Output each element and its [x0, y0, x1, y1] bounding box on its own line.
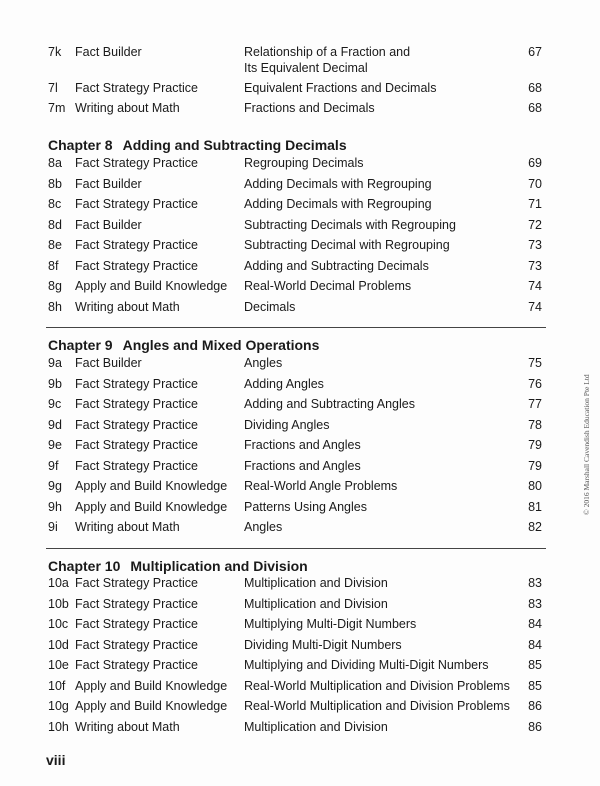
entry-title: Multiplying and Dividing Multi-Digit Numbers	[244, 658, 489, 672]
entry-code: 8f	[48, 258, 59, 273]
entry-page: 69	[528, 156, 542, 170]
toc-entry	[0, 176, 600, 196]
chapter-number: Chapter 9	[48, 337, 113, 353]
entry-title: Adding and Subtracting Decimals	[244, 258, 429, 273]
toc-entry	[0, 499, 600, 519]
entry-page: 73	[528, 258, 542, 273]
entry-code: 10c	[48, 617, 69, 631]
toc-entry	[0, 458, 600, 478]
entry-type: Fact Strategy Practice	[75, 397, 198, 411]
toc-entry	[0, 155, 600, 175]
entry-type: Apply and Build Knowledge	[75, 279, 228, 293]
entry-code: 7k	[48, 45, 62, 59]
entry-page: 75	[528, 356, 542, 370]
entry-title: Real-World Multiplication and Division Problems	[244, 699, 510, 713]
entry-title: Real-World Angle Problems	[244, 479, 398, 493]
entry-title: Real-World Decimal Problems	[244, 279, 412, 293]
toc-entry	[0, 278, 600, 298]
toc-entry	[0, 637, 600, 657]
entry-type: Fact Strategy Practice	[75, 596, 198, 611]
page-number: viii	[46, 752, 66, 768]
toc-entry	[0, 616, 600, 636]
entry-title: Fractions and Decimals	[244, 101, 375, 115]
entry-page: 79	[528, 458, 542, 473]
entry-code: 10a	[48, 576, 69, 590]
toc-entry	[0, 678, 600, 698]
entry-page: 85	[528, 678, 542, 693]
entry-title: Fractions and Angles	[244, 458, 361, 473]
toc-entry	[0, 44, 600, 78]
entry-code: 8c	[48, 197, 62, 211]
entry-code: 10g	[48, 699, 69, 713]
toc-entry	[0, 100, 600, 120]
entry-code: 8b	[48, 176, 62, 191]
entry-type: Fact Strategy Practice	[75, 81, 198, 95]
chapter-heading	[48, 136, 347, 154]
entry-title: Subtracting Decimals with Regrouping	[244, 217, 456, 232]
entry-page: 73	[528, 238, 542, 252]
entry-page: 85	[528, 658, 542, 672]
entry-title: Angles	[244, 520, 283, 534]
toc-entry	[0, 299, 600, 319]
entry-page: 84	[528, 637, 542, 652]
entry-type: Fact Builder	[75, 176, 142, 191]
entry-page: 83	[528, 576, 542, 590]
entry-code: 10f	[48, 678, 66, 693]
entry-page: 70	[528, 176, 542, 191]
entry-title: Dividing Angles	[244, 417, 330, 432]
toc-entry	[0, 237, 600, 257]
entry-code: 8g	[48, 279, 62, 293]
toc-entry	[0, 657, 600, 677]
entry-type: Fact Strategy Practice	[75, 458, 198, 473]
entry-page: 68	[528, 101, 542, 115]
entry-page: 79	[528, 438, 542, 452]
entry-title: Patterns Using Angles	[244, 499, 367, 514]
entry-code: 8a	[48, 156, 62, 170]
copyright-notice: © 2016 Marshall Cavendish Education Pte Ltd	[582, 374, 591, 515]
entry-code: 10h	[48, 719, 69, 734]
toc-entry	[0, 396, 600, 416]
entry-page: 77	[528, 397, 542, 411]
toc-entry	[0, 417, 600, 437]
entry-page: 71	[528, 197, 542, 211]
chapter-name: Adding and Subtracting Decimals	[122, 137, 347, 153]
entry-type: Apply and Build Knowledge	[75, 678, 228, 693]
entry-title-line2: Its Equivalent Decimal	[244, 61, 368, 75]
entry-page: 78	[528, 417, 542, 432]
entry-title: Equivalent Fractions and Decimals	[244, 81, 437, 95]
chapter-divider	[46, 548, 546, 549]
entry-title: Adding Angles	[244, 376, 324, 391]
toc-entry	[0, 258, 600, 278]
entry-code: 9f	[48, 458, 59, 473]
toc-entry	[0, 698, 600, 718]
entry-title: Subtracting Decimal with Regrouping	[244, 238, 450, 252]
entry-code: 9a	[48, 356, 62, 370]
entry-title: Regrouping Decimals	[244, 156, 364, 170]
entry-title: Angles	[244, 356, 283, 370]
entry-title: Multiplication and Division	[244, 596, 388, 611]
entry-type: Fact Strategy Practice	[75, 617, 198, 631]
toc-entry	[0, 478, 600, 498]
entry-type: Fact Strategy Practice	[75, 197, 198, 211]
entry-code: 9b	[48, 376, 62, 391]
entry-type: Writing about Math	[75, 299, 180, 314]
toc-entry	[0, 575, 600, 595]
toc-entry	[0, 596, 600, 616]
entry-type: Fact Builder	[75, 45, 142, 59]
entry-title: Fractions and Angles	[244, 438, 361, 452]
chapter-name: Angles and Mixed Operations	[122, 337, 320, 353]
entry-page: 81	[528, 499, 542, 514]
entry-title: Multiplying Multi-Digit Numbers	[244, 617, 417, 631]
entry-type: Fact Strategy Practice	[75, 438, 198, 452]
entry-code: 7m	[48, 101, 66, 115]
entry-code: 7l	[48, 81, 58, 95]
chapter-heading	[48, 336, 319, 354]
entry-type: Fact Strategy Practice	[75, 156, 198, 170]
entry-page: 82	[528, 520, 542, 534]
toc-entry	[0, 376, 600, 396]
entry-code: 9g	[48, 479, 62, 493]
entry-code: 9i	[48, 520, 58, 534]
toc-entry	[0, 80, 600, 100]
entry-type: Fact Builder	[75, 217, 142, 232]
entry-type: Writing about Math	[75, 520, 180, 534]
toc-entry	[0, 719, 600, 739]
entry-code: 8d	[48, 217, 62, 232]
entry-page: 67	[528, 45, 542, 59]
entry-page: 72	[528, 217, 542, 232]
entry-code: 10b	[48, 596, 69, 611]
entry-type: Fact Strategy Practice	[75, 576, 198, 590]
entry-title: Adding and Subtracting Angles	[244, 397, 415, 411]
entry-title: Decimals	[244, 299, 296, 314]
entry-page: 86	[528, 719, 542, 734]
entry-page: 74	[528, 299, 542, 314]
entry-code: 10d	[48, 637, 69, 652]
chapter-divider	[46, 327, 546, 328]
toc-entry	[0, 519, 600, 539]
entry-type: Fact Strategy Practice	[75, 376, 198, 391]
entry-title: Adding Decimals with Regrouping	[244, 176, 432, 191]
entry-page: 83	[528, 596, 542, 611]
chapter-name: Multiplication and Division	[130, 558, 308, 574]
entry-title	[244, 44, 410, 76]
entry-title-line1: Relationship of a Fraction and	[244, 45, 411, 59]
entry-title: Multiplication and Division	[244, 576, 388, 590]
entry-type: Apply and Build Knowledge	[75, 699, 228, 713]
entry-title: Adding Decimals with Regrouping	[244, 197, 432, 211]
entry-title: Dividing Multi-Digit Numbers	[244, 637, 402, 652]
toc-entry	[0, 217, 600, 237]
entry-code: 9h	[48, 499, 62, 514]
entry-type: Writing about Math	[75, 101, 180, 115]
entry-type: Writing about Math	[75, 719, 180, 734]
entry-type: Fact Strategy Practice	[75, 637, 198, 652]
toc-entry	[0, 355, 600, 375]
entry-title: Real-World Multiplication and Division Problems	[244, 678, 510, 693]
entry-page: 74	[528, 279, 542, 293]
entry-page: 84	[528, 617, 542, 631]
entry-type: Fact Builder	[75, 356, 142, 370]
entry-title: Multiplication and Division	[244, 719, 388, 734]
entry-code: 9d	[48, 417, 62, 432]
entry-type: Fact Strategy Practice	[75, 417, 198, 432]
entry-type: Fact Strategy Practice	[75, 258, 198, 273]
entry-code: 8h	[48, 299, 62, 314]
entry-type: Fact Strategy Practice	[75, 238, 198, 252]
chapter-number: Chapter 10	[48, 558, 121, 574]
chapter-number: Chapter 8	[48, 137, 113, 153]
entry-page: 68	[528, 81, 542, 95]
entry-type: Apply and Build Knowledge	[75, 479, 228, 493]
toc-entry	[0, 196, 600, 216]
entry-page: 80	[528, 479, 542, 493]
entry-code: 10e	[48, 658, 69, 672]
entry-page: 76	[528, 376, 542, 391]
entry-code: 9c	[48, 397, 62, 411]
entry-type: Apply and Build Knowledge	[75, 499, 228, 514]
entry-type: Fact Strategy Practice	[75, 658, 198, 672]
chapter-heading	[48, 557, 308, 575]
toc-entry	[0, 437, 600, 457]
entry-code: 8e	[48, 238, 62, 252]
entry-page: 86	[528, 699, 542, 713]
entry-code: 9e	[48, 438, 62, 452]
